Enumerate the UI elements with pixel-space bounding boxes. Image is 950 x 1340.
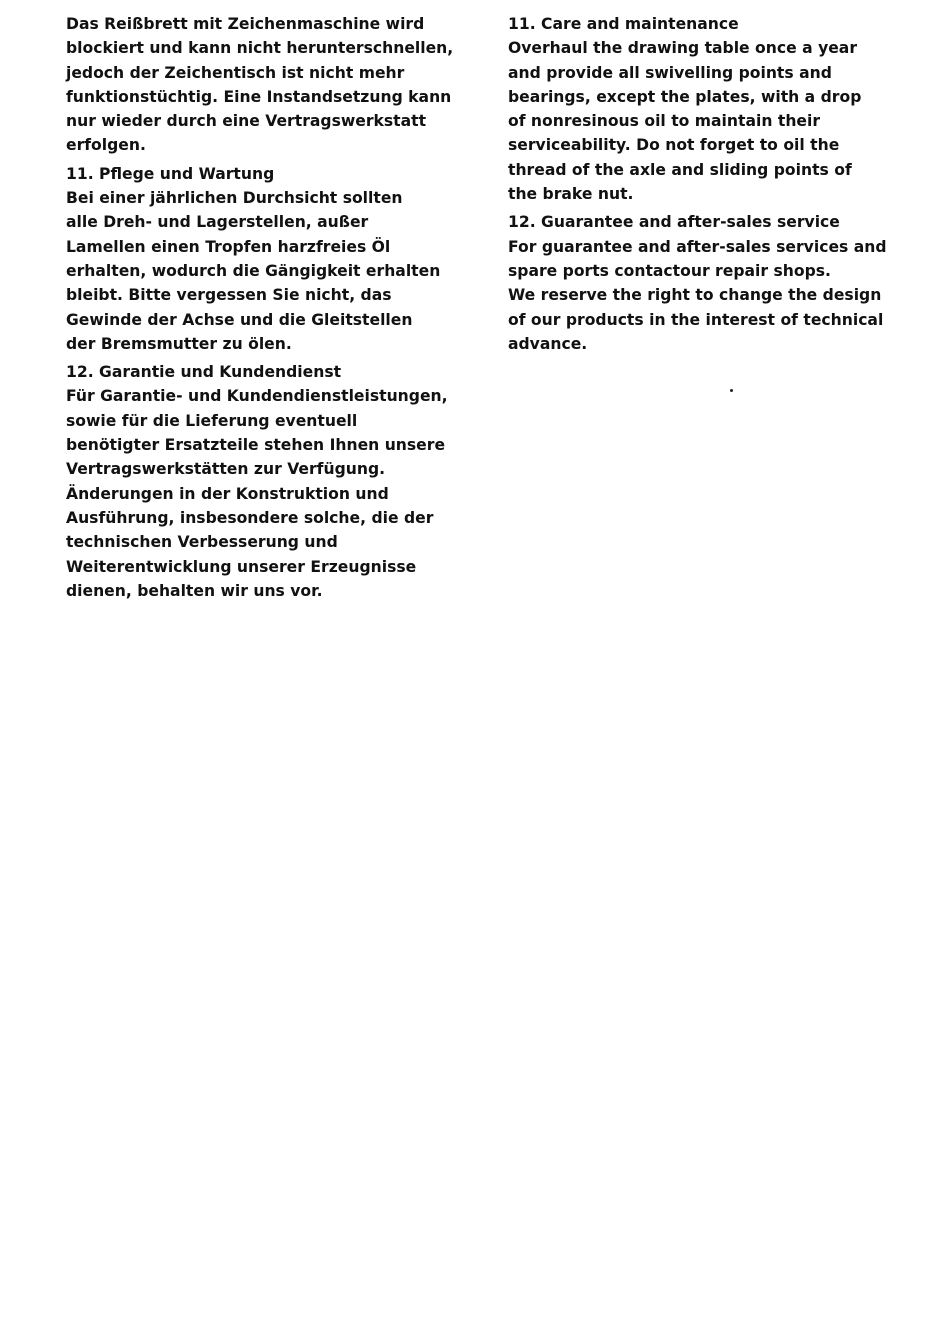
text-line: Bei einer jährlichen Durchsicht sollten: [66, 189, 403, 208]
text-line: blockiert und kann nicht herunterschnellen,: [66, 39, 454, 58]
text-line: benötigter Ersatzteile stehen Ihnen unsere: [66, 436, 446, 455]
text-line: funktionstüchtig. Eine Instandsetzung kann: [66, 87, 452, 106]
text-line: We reserve the right to change the design: [508, 286, 882, 305]
text-line: alle Dreh- und Lagerstellen, außer: [66, 213, 369, 232]
scan-speck: [730, 389, 733, 392]
text-line: the brake nut.: [508, 185, 634, 204]
text-line: sowie für die Lieferung eventuell: [66, 411, 358, 430]
english-care-heading: 11. Care and maintenance: [508, 15, 739, 33]
text-line: Änderungen in der Konstruktion und: [66, 484, 389, 503]
english-care-paragraph: [508, 36, 908, 206]
german-guarantee-heading: 12. Garantie und Kundendienst: [66, 363, 342, 382]
text-line: bleibt. Bitte vergessen Sie nicht, das: [66, 286, 392, 305]
german-intro-paragraph: [66, 12, 466, 158]
german-column: [66, 12, 466, 603]
text-line: of our products in the interest of technical: [508, 310, 884, 329]
text-line: nur wieder durch eine Vertragswerkstatt: [66, 112, 427, 131]
text-line: der Bremsmutter zu ölen.: [66, 334, 292, 353]
text-line: spare ports contactour repair shops.: [508, 261, 831, 280]
text-line: For guarantee and after-sales services and: [508, 237, 887, 256]
text-line: and provide all swivelling points and: [508, 63, 832, 82]
text-line: Weiterentwicklung unserer Erzeugnisse: [66, 557, 417, 576]
text-line: Vertragswerkstätten zur Verfügung.: [66, 460, 386, 479]
text-line: Für Garantie- und Kundendienstleistungen,: [66, 387, 448, 406]
text-line: thread of the axle and sliding points of: [508, 160, 852, 179]
text-line: of nonresinous oil to maintain their: [508, 112, 821, 131]
german-guarantee-paragraph: [66, 384, 466, 603]
text-line: Ausführung, insbesondere solche, die der: [66, 508, 434, 527]
text-line: erfolgen.: [66, 136, 146, 155]
text-line: erhalten, wodurch die Gängigkeit erhalten: [66, 261, 441, 280]
text-line: technischen Verbesserung und: [66, 533, 338, 552]
text-line: bearings, except the plates, with a drop: [508, 87, 862, 106]
text-line: advance.: [508, 334, 588, 353]
text-line: Lamellen einen Tropfen harzfreies Öl: [66, 237, 391, 256]
german-care-paragraph: [66, 186, 466, 356]
text-line: dienen, behalten wir uns vor.: [66, 581, 323, 600]
english-column: [508, 12, 908, 356]
english-guarantee-heading: 12. Guarantee and after-sales service: [508, 213, 840, 232]
english-guarantee-paragraph: [508, 235, 908, 356]
text-line: serviceability. Do not forget to oil the: [508, 136, 840, 155]
text-line: Overhaul the drawing table once a year: [508, 39, 858, 58]
german-care-heading: 11. Pflege und Wartung: [66, 164, 275, 183]
text-line: jedoch der Zeichentisch ist nicht mehr: [66, 63, 405, 82]
text-line: Das Reißbrett mit Zeichenmaschine wird: [66, 15, 425, 33]
text-line: Gewinde der Achse und die Gleitstellen: [66, 310, 413, 329]
